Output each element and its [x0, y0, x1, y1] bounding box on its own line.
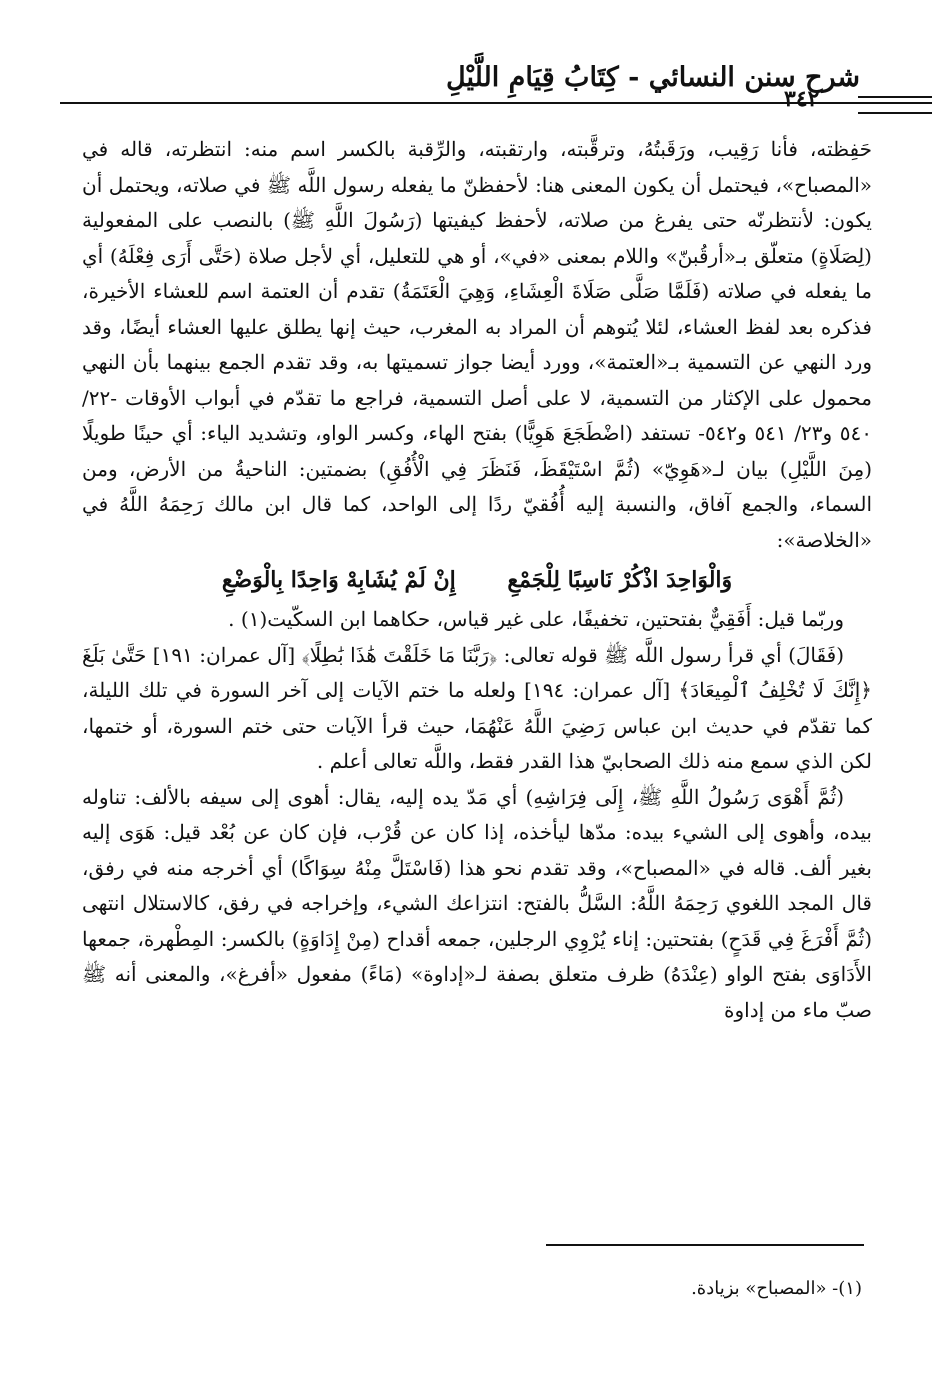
paragraph-2: وربّما قيل: أَفَقِيٌّ بفتحتين، تخفيفًا، على غير قياس، حكاهما ابن السكّيت(١) . [228, 607, 844, 631]
verse-first-hemistich: وَالْوَاحِدَ اذْكُرْ نَاسِبًا لِلْجَمْعِ [507, 567, 733, 593]
page-number: ٣٤٢ [784, 86, 820, 112]
header-rule [60, 102, 872, 104]
running-header [60, 58, 872, 110]
verse-second-hemistich: إِنْ لَمْ يُشَابِهْ وَاحِدًا بِالْوَضْعِ [221, 567, 456, 593]
paragraph-4: (ثُمَّ أَهْوَى رَسُولُ اللَّهِ ﷺ، إِلَى فِرَاشِهِ) أي مَدّ يده إليه، يقال: أهوى إلى سيفه بالألف: تناوله بيده، وأهوى إلى الشيء بيده: مدّها ليأخذه، إذا كان عن قُرْب، فإن كان عن بُعْد قيل: هَوَى إليه بغير ألف. قاله في «المصباح»، وقد تقدم نحو هذا (فَاسْتَلَّ مِنْهُ سِوَاكًا) أي أخرجه منه في رفق، قال المجد اللغوي رَحِمَهُ اللَّهُ: السَّلُّ بالفتح: انتزاعك الشيء، وإخراجه في رفق، كالاستلال انتهى (ثُمَّ أَفْرَغَ فِي قَدَحٍ) بفتحتين: إناء يُرْوِي الرجلين، جمعه أقداح (مِنْ إِدَاوَةٍ) بالكسر: المِطْهرة، جمعها الأَدَاوَى بفتح الواو (عِنْدَهُ) ظرف متعلق بصفة لـ«إداوة» (مَاءً) مفعول «أفرغ»، والمعنى أنه ﷺ صبّ ماء من إداوة [82, 784, 872, 1022]
page-number-bar [772, 88, 932, 116]
header-title: شرح سنن النسائي - كِتَابُ قِيَامِ اللَّيْلِ [446, 62, 860, 93]
main-text [82, 132, 872, 1028]
poetry-verse [82, 558, 872, 602]
paragraph-1: حَفِظته، فأنا رَقِيب، ورَقَبتُهُ، وترقَّبته، وارتقبته، والرِّقبة بالكسر اسم منه: انتظرته، قاله في «المصباح»، فيحتمل أن يكون المعنى هنا: لأحفظنّ ما يفعله رسول اللَّه ﷺ في صلاته، ويحتمل أن يكون: لأنتظرنّه حتى يفرغ من صلاته، لأحفظ كيفيتها (رَسُولَ اللَّهِ ﷺ) بالنصب على المفعولية (لِصَلَاةٍ) متعلّق بـ«أرقُبنّ» واللام بمعنى «في»، أو هي للتعليل، أي لأجل صلاة (حَتَّى أَرَى فِعْلَهُ) أي ما يفعله في صلاته (فَلَمَّا صَلَّى صَلَاةَ الْعِشَاءِ، وَهِيَ الْعَتَمَةُ) تقدم أن العتمة اسم للعشاء الأخيرة، فذكره بعد لفظ العشاء، لئلا يُتوهم أن المراد به المغرب، حيث إنها يطلق عليها العشاء أيضًا، وقد ورد النهي عن التسمية بـ«العتمة»، وورد أيضا جواز تسميتها به، وقد تقدم الجمع بينهما بأن النهي محمول على الإكثار من التسمية، لا على أصل التسمية، فراجع ما تقدّم في أبواب الأوقات -٢٢/ ٥٤٠ و٢٣/ ٥٤١ و٥٤٢- تستفد (اضْطَجَعَ هَوِيًّا) بفتح الهاء، وكسر الواو، وتشديد الياء: أي حينًا طويلًا (مِنَ اللَّيْلِ) بيان لـ«هَوِيّ» (ثُمَّ اسْتَيْقَظَ، فَنَظَرَ فِي الْأُفُقِ) بضمتين: الناحيةُ من الأرض، ومن السماء، والجمع آفاق، والنسبة إليه أُفُقيّ ردًا إلى الواحد، كما قال ابن مالك رَحِمَهُ اللَّهُ في «الخلاصة»: [82, 137, 872, 552]
footnote-separator [546, 1244, 864, 1246]
page-number-ornament-lines [858, 96, 932, 114]
footnote: (١)- «المصباح» بزيادة. [691, 1278, 862, 1299]
paragraph-3: (فَقَالَ) أي قرأ رسول اللَّه ﷺ قوله تعالى: ﴿رَبَّنَا مَا خَلَقْتَ هَٰذَا بَٰطِلًا﴾ [آل عمران: ١٩١] حَتَّىٰ بَلَغَ ﴿إِنَّكَ لَا تُخْلِفُ ٱلْمِيعَادَ﴾ [آل عمران: ١٩٤] ولعله ما ختم الآيات إلى آخر السورة في تلك الليلة، كما تقدّم في حديث ابن عباس رَضِيَ اللَّهُ عَنْهُمَا، حيث قرأ الآيات حتى ختم السورة، أو ختمها، لكن الذي سمع منه ذلك الصحابيّ هذا القدر فقط، واللَّه تعالى أعلم . [82, 642, 873, 773]
